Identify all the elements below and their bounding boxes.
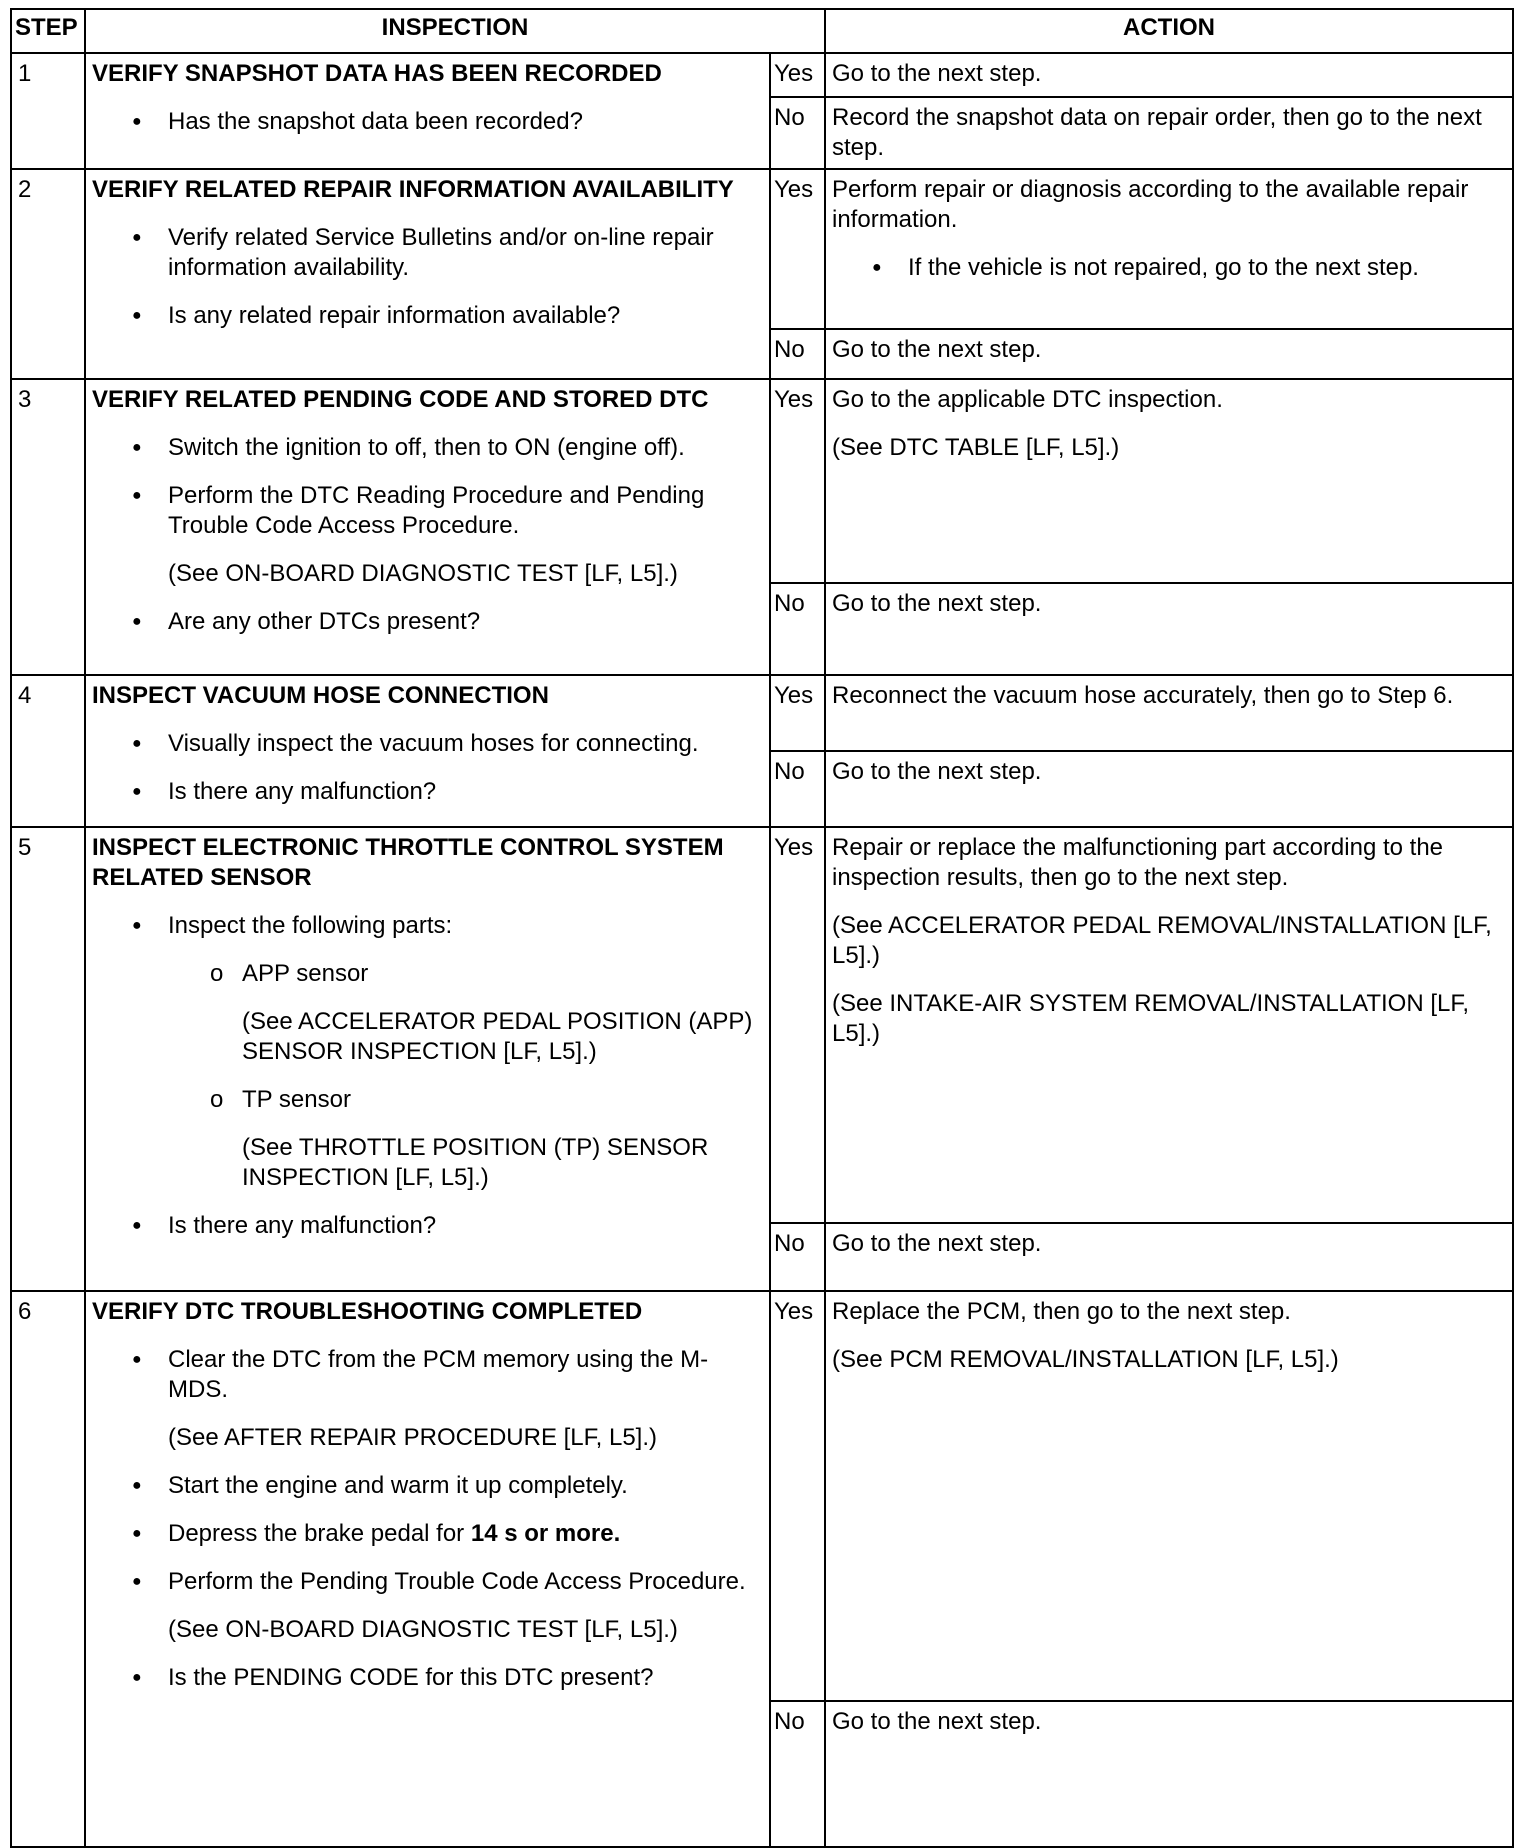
step-1-yes-row: [11, 53, 1513, 97]
reference-text: (See DTC TABLE [LF, L5].): [832, 434, 1120, 461]
no-label: No: [770, 97, 825, 169]
no-action: Record the snapshot data on repair order, then go to the next step.: [825, 97, 1513, 169]
diagnostic-procedure-table: [10, 8, 1514, 1848]
inspection-bullet: ● Perform the Pending Trouble Code Access Procedure.: [92, 1567, 763, 1597]
yes-action: Perform repair or diagnosis according to the available repair information.: [832, 176, 1469, 233]
yes-label: Yes: [770, 1291, 825, 1701]
no-label: No: [770, 329, 825, 379]
yes-action: Reconnect the vacuum hose accurately, then go to Step 6.: [825, 675, 1513, 751]
inspection-bullet: ● Verify related Service Bulletins and/or on-line repair information availability.: [92, 223, 763, 283]
yes-action: Replace the PCM, then go to the next step.: [832, 1298, 1291, 1325]
step-title: VERIFY RELATED PENDING CODE AND STORED DTC: [92, 386, 709, 413]
step-inspection: [85, 675, 770, 827]
yes-label: Yes: [770, 675, 825, 751]
yes-label: Yes: [770, 53, 825, 97]
inspection-bullet: ● Is the PENDING CODE for this DTC present?: [92, 1663, 763, 1693]
no-action: Go to the next step.: [825, 1701, 1513, 1847]
yes-label: Yes: [770, 827, 825, 1223]
reference-text: (See ON-BOARD DIAGNOSTIC TEST [LF, L5].): [168, 1616, 678, 1643]
reference-text: (See ACCELERATOR PEDAL REMOVAL/INSTALLATION [LF, L5].): [832, 912, 1492, 969]
reference-text: (See ACCELERATOR PEDAL POSITION (APP) SENSOR INSPECTION [LF, L5].): [242, 1008, 753, 1065]
step-number: 4: [11, 675, 85, 827]
action-bullet: ● If the vehicle is not repaired, go to the next step.: [832, 253, 1506, 283]
brake-text: Depress the brake pedal for: [168, 1520, 465, 1547]
step-title: VERIFY DTC TROUBLESHOOTING COMPLETED: [92, 1298, 643, 1325]
inspection-bullet: ● Are any other DTCs present?: [92, 607, 763, 637]
yes-label: Yes: [770, 169, 825, 329]
header-inspection: INSPECTION: [85, 9, 825, 53]
yes-action: Go to the applicable DTC inspection.: [832, 386, 1223, 413]
yes-action: Repair or replace the malfunctioning part according to the inspection results, then go to the next step.: [832, 834, 1444, 891]
inspection-bullet: ● Perform the DTC Reading Procedure and Pending Trouble Code Access Procedure.: [92, 481, 763, 541]
inspection-bullet: ● Is there any malfunction?: [92, 1211, 763, 1241]
step-title: VERIFY SNAPSHOT DATA HAS BEEN RECORDED: [92, 60, 662, 87]
reference-text: (See PCM REMOVAL/INSTALLATION [LF, L5].): [832, 1346, 1339, 1373]
reference-text: (See ON-BOARD DIAGNOSTIC TEST [LF, L5].): [168, 560, 678, 587]
inspection-bullet: ● Switch the ignition to off, then to ON (engine off).: [92, 433, 763, 463]
step-title: INSPECT ELECTRONIC THROTTLE CONTROL SYSTEM RELATED SENSOR: [92, 834, 724, 891]
step-inspection: [85, 53, 770, 169]
step-5-yes-row: [11, 827, 1513, 1223]
sub-item: o APP sensor: [92, 959, 763, 989]
no-action: Go to the next step.: [825, 1223, 1513, 1291]
yes-action-cell: [825, 1291, 1513, 1701]
header-step: STEP: [11, 9, 85, 53]
step-number: 3: [11, 379, 85, 675]
yes-action-cell: [825, 827, 1513, 1223]
reference-text: (See AFTER REPAIR PROCEDURE [LF, L5].): [168, 1424, 658, 1451]
inspection-bullet: ● Visually inspect the vacuum hoses for connecting.: [92, 729, 763, 759]
inspection-bullet: ● Has the snapshot data been recorded?: [92, 107, 763, 137]
inspection-bullet: ● Clear the DTC from the PCM memory using the M-MDS.: [92, 1345, 763, 1405]
step-number: 1: [11, 53, 85, 169]
inspection-bullet: ● Start the engine and warm it up completely.: [92, 1471, 763, 1501]
yes-action: Go to the next step.: [825, 53, 1513, 97]
step-number: 5: [11, 827, 85, 1291]
step-3-yes-row: [11, 379, 1513, 583]
no-action: Go to the next step.: [825, 583, 1513, 675]
brake-emphasis: 14 s or more.: [470, 1520, 621, 1547]
yes-action-cell: [825, 379, 1513, 583]
step-inspection: [85, 379, 770, 675]
reference-text: (See THROTTLE POSITION (TP) SENSOR INSPECTION [LF, L5].): [242, 1134, 709, 1191]
yes-action-cell: [825, 169, 1513, 329]
step-6-yes-row: [11, 1291, 1513, 1701]
no-action: Go to the next step.: [825, 329, 1513, 379]
no-label: No: [770, 1701, 825, 1847]
step-inspection: [85, 169, 770, 379]
no-label: No: [770, 1223, 825, 1291]
inspection-bullet: ● Inspect the following parts:: [92, 911, 763, 941]
step-2-yes-row: [11, 169, 1513, 329]
step-title: VERIFY RELATED REPAIR INFORMATION AVAILABILITY: [92, 176, 734, 203]
inspection-bullet-brake: [92, 1519, 763, 1549]
step-4-yes-row: [11, 675, 1513, 751]
yes-label: Yes: [770, 379, 825, 583]
step-number: 6: [11, 1291, 85, 1847]
no-label: No: [770, 583, 825, 675]
header-action: ACTION: [825, 9, 1513, 53]
no-label: No: [770, 751, 825, 827]
step-number: 2: [11, 169, 85, 379]
no-action: Go to the next step.: [825, 751, 1513, 827]
reference-text: (See INTAKE-AIR SYSTEM REMOVAL/INSTALLATION [LF, L5].): [832, 990, 1470, 1047]
sub-item: o TP sensor: [92, 1085, 763, 1115]
inspection-bullet: ● Is any related repair information available?: [92, 301, 763, 331]
header-row: [11, 9, 1513, 53]
step-title: INSPECT VACUUM HOSE CONNECTION: [92, 682, 549, 709]
step-inspection: [85, 1291, 770, 1847]
step-inspection: [85, 827, 770, 1291]
inspection-bullet: ● Is there any malfunction?: [92, 777, 763, 807]
